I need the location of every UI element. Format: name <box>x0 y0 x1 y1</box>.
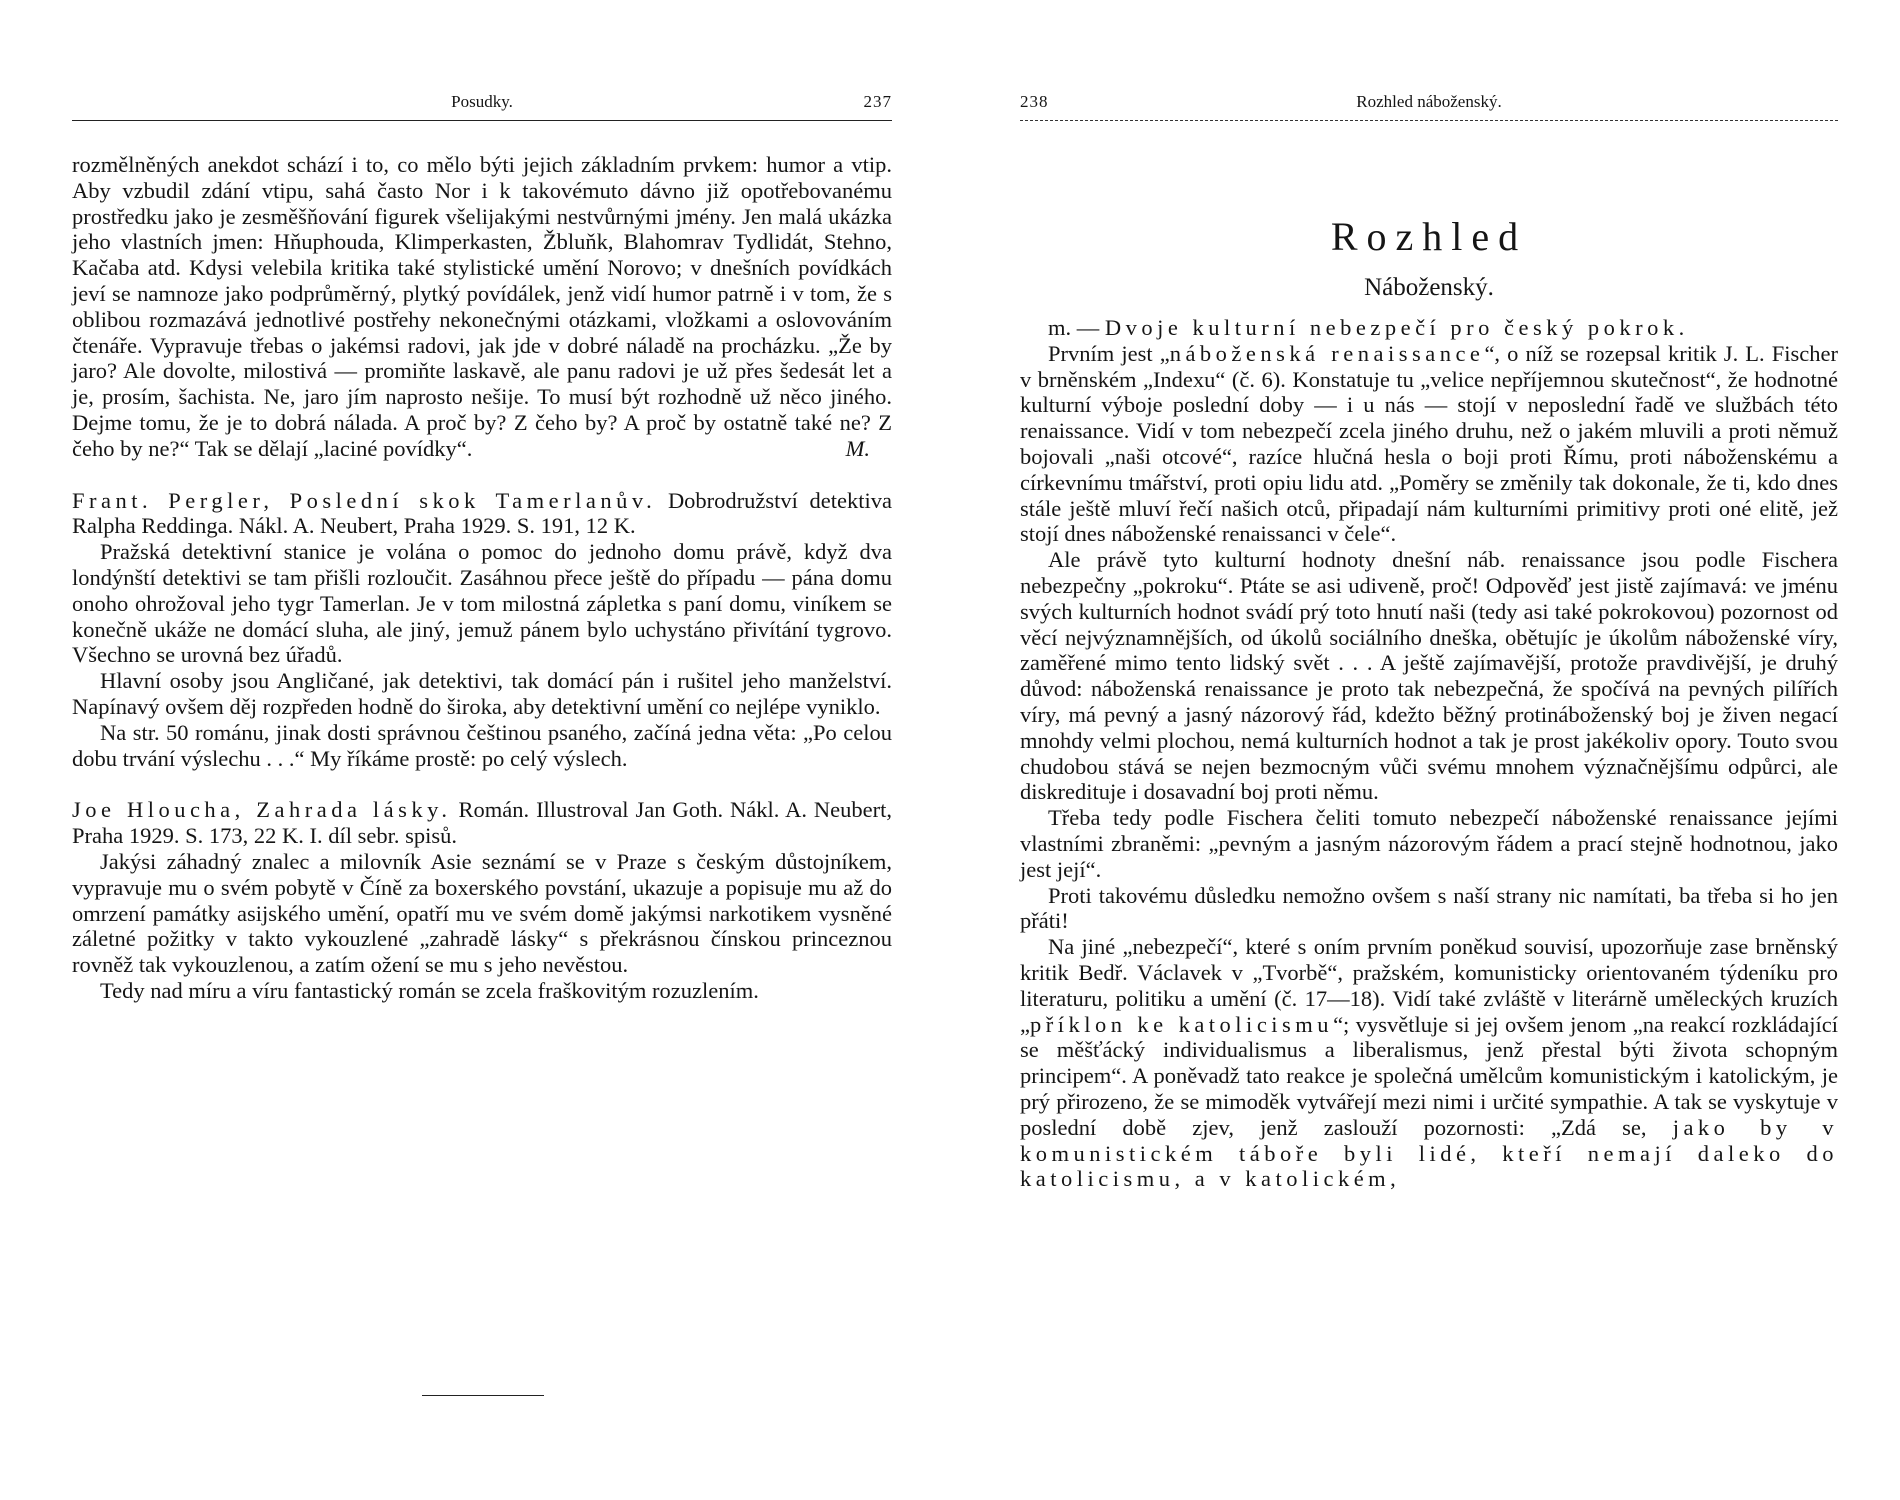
review2-paragraph: Tedy nad míru a víru fantastický román se zcela fraškovitým rozuzlením. <box>100 977 759 1003</box>
left-body-text <box>72 152 892 1004</box>
review1-paragraph: Na str. 50 románu, jinak dosti správnou češtinou psaného, začíná jedna věta: „Po celou dobu trvání výslechu . . .“ My říkáme prostě: po celý výslech. <box>72 719 892 771</box>
review1-paragraph: Pražská detektivní stanice je volána o pomoc do jednoho domu právě, když dva londýnští detektivi se tam přišli rozloučit. Zasáhnou přece ještě do případu — pána domu onoho ohrožoval jeho tygr Tamerlan. Je v tom milostná zápletka s paní domu, viníkem se konečně ukáže ne domácí sluha, ale jiný, jemuž pánem bylo uchystáno přivítání tygrovo. Všechno se urovná bez úřadů. <box>72 539 892 668</box>
right-paragraph: Proti takovému důsledku nemožno ovšem s naší strany nic namítati, ba třeba si ho jen přáti! <box>1020 882 1838 934</box>
left-page <box>72 0 892 1500</box>
review2-author-title: Joe Hloucha, Zahrada lásky. <box>72 797 452 823</box>
left-running-head <box>72 92 892 121</box>
lead-heading: Dvoje kulturní nebezpečí pro český pokrok. <box>1104 315 1689 340</box>
right-page-number: 238 <box>1020 92 1049 111</box>
review2-details: Román. Illustroval Jan Goth. Nákl. A. Neubert, Praha 1929. S. 173, 22 K. I. díl sebr. spisů. <box>72 797 892 849</box>
section-title-block <box>1020 212 1838 304</box>
right-paragraph: Ale právě tyto kulturní hodnoty dnešní náb. renaissance jsou podle Fischera nebezpečny „pokroku“. Ptáte se asi udiveně, proč! Odpověď jest jistě zajímavá: ve jménu svých kulturních hodnot svádí prý toto hnutí naši (tedy asi také pokrokovou) pozornost od věcí nejvýznamnějších, od úkolů sociálního dneška, obětujíc je úkolům náboženské víry, zaměřené mimo tento lidský svět . . . A ještě zajímavější, protože pravdivější, je druhý důvod: náboženská renaissance je proto tak nebezpečná, že spočívá na pevných pilířích víry, má pevný a jasný názorový řád, kdežto běžný protináboženský boj je živen negací mnohdy velmi plochou, nemá kulturních hodnot a tak je prost jakékoliv opory. Touto svou chudobou stává se nejen bezmocným vůči svému mnohem význačnějšímu odpůrci, ale diskredituje i dosavadní boj proti němu. <box>1020 547 1838 805</box>
last-paragraph-start: Na jiné „nebezpečí“, které s oním prvním poněkud souvisí, upozorňuje zase brněnský kritik Bedř. Václavek v „Tvorbě“, pražském, komunisticky orientovaném týdeníku pro literaturu, politiku a umění (č. 17—18). Vidí také zvláště v literárně uměleckých kruzích „ <box>1020 934 1838 1037</box>
section-subtitle: Náboženský. <box>1364 274 1494 301</box>
left-continued-text: rozmělněných anekdot schází i to, co mělo býti jejich základním prvkem: humor a vtip. Aby vzbudil zdání vtipu, sahá často Nor i k takovémuto dávno již opotřebovanému prostředku jako je zesměšňování figurek všelijakými nestvůrnými jmény. Jen malá ukázka jeho vlastních jmen: Hňuphouda, Klimperkasten, Žbluňk, Blahomrav Tydlidát, Stehno, Kačaba atd. Kdysi velebila kritika také stylistické umění Norovo; v dnešních povídkách jeví se namnoze jako podprůměrný, plytký povídálek, jenž vidí humor patrně i v tom, že s oblibou rozmazává jednotlivé postřehy nekonečnými otázkami, vložkami a oslovováním čtenáře. Vypravuje třebas o jakémsi radovi, jak jde v dobré náladě na procházku. „Že by jaro? Ale dovolte, milostivá — promiňte laskavě, ale panu radovi je už přes šedesát let a je, prosím, šachista. Ne, jaro jím naprosto nešije. To musí být rozhodně už něco jiného. Dejme tomu, že je to dobrá nálada. A proč by? Z čeho by? A proč by ostatně také ne? Z čeho by ne?“ Tak se dělají „laciné povídky“. <box>72 152 892 461</box>
lead-paragraph-start: Prvním jest „ <box>1048 340 1170 366</box>
section-title: Rozhled <box>1330 214 1528 259</box>
right-page <box>1020 0 1838 1500</box>
lead-heading-line <box>1020 315 1838 341</box>
lead-paragraph-rest: “, o níž se rozepsal kritik J. L. Fischer v brněnském „Indexu“ (č. 6). Konstatuje tu „velice nepříjemnou skutečnost“, že hodnotné kulturní výboje poslední doby — i u nás — stojí v neposlední řadě ve službách této renaissance. Vidí v tom nebezpečí zcela jiného druhu, než o jakém mluvili a proti němuž bojovali „naši otcové“, razíce hlučná hesla o boji proti Římu, proti náboženskému a církevnímu tmářství, proti opiu lidu atd. „Poměry se změnily tak dokonale, že ti, kdo dnes stále ještě mluví řečí našich otců, připadají nám kulturními primitivy proti oné elitě, jež stojí dnes náboženské renaissanci v čele“. <box>1020 340 1838 547</box>
right-body-text <box>1020 315 1838 1192</box>
last-paragraph <box>1020 934 1838 1192</box>
review1-author-title: Frant. Pergler, Poslední skok Tamerlanův. <box>72 487 657 513</box>
review2-paragraph: Jakýsi záhadný znalec a milovník Asie seznámí se v Praze s českým důstojníkem, vypravuje mu o svém pobytě v Číně za boxerského povstání, ukazuje a popisuje mu až do omrzení památky asijského umění, opatří mu ve svém domě jakýmsi narkotikem vysněné záletné požitky v takto vykouzlené „zahradě lásky“ s překrásnou čínskou princeznou rovněž tak vykouzlenou, a zatím ožení se mu s jeho nevěstou. <box>72 848 892 978</box>
last-spaced-quote: jako by v komunistickém táboře byli lidé, kteří nemají daleko do katolicismu, a v katolickém, <box>1020 1114 1838 1192</box>
review1-heading <box>72 488 892 540</box>
lead-paragraph <box>1020 341 1838 547</box>
review1-paragraph: Hlavní osoby jsou Angličané, jak detektivi, tak domácí pán i rušitel jeho manželství. Napínavý ovšem děj rozpředen hodně do široka, aby detektivní umění co nejlépe vyniklo. <box>72 668 892 719</box>
left-continued-paragraph <box>72 152 892 462</box>
last-spaced-term: příklon ke katolicismu <box>1030 1011 1334 1037</box>
section-end-rule <box>422 1395 544 1396</box>
right-paragraph: Třeba tedy podle Fischera čeliti tomuto nebezpečí náboženské renaissance jejími vlastními zbraněmi: „pevným a jasným názorovým řádem a prací stejně hodnotnou, jako jest její“. <box>1020 805 1838 882</box>
right-running-head-title: Rozhled náboženský. <box>1356 92 1502 111</box>
last-paragraph-middle: “; vysvětluje si jej ovšem jenom „na reakcí rozkládající se měšťácký individualismus a liberalismus, jenž přestal býti života schopným principem“. A poněvadž tato reakce je společná umělcům komunistickým i katolickým, je prý přirozeno, že se mimoděk vytvářejí mezi nimi i určité sympathie. A tak se vyskytuje v poslední době zjev, jenž zaslouží pozornosti: „Zdá se, <box>1020 1011 1838 1140</box>
review2-heading <box>72 797 892 849</box>
left-running-head-title: Posudky. <box>451 92 513 111</box>
left-page-number: 237 <box>863 92 892 111</box>
lead-spaced-term: náboženská renaissance <box>1169 340 1485 366</box>
lead-author-prefix: m. — <box>1048 315 1105 340</box>
review-signature: M. <box>845 435 870 461</box>
review1-details: Dobrodružství detektiva Ralpha Reddinga. Nákl. A. Neubert, Praha 1929. S. 191, 12 K. <box>72 487 893 539</box>
right-running-head <box>1020 92 1838 121</box>
